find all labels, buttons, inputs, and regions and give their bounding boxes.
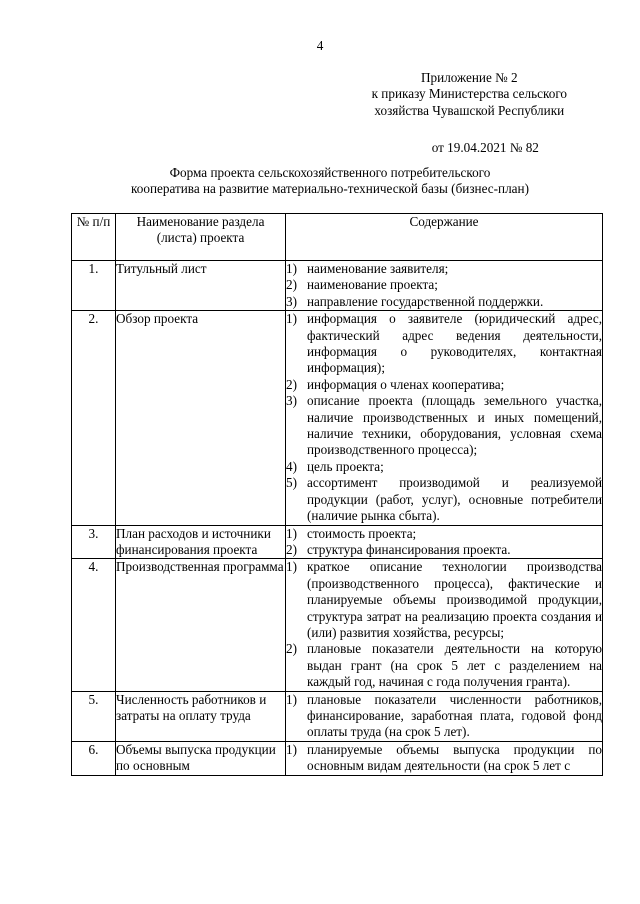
list-item [286, 641, 602, 690]
list-item [286, 311, 602, 377]
row-number: 4. [72, 559, 116, 691]
section-name: Титульный лист [116, 261, 286, 311]
list-item-marker: 2) [286, 277, 297, 293]
table-row [72, 525, 603, 559]
list-item [286, 559, 602, 641]
list-item-marker: 1) [286, 741, 297, 757]
appendix-line-1: Приложение № 2 [421, 70, 518, 85]
table-header-row [72, 214, 603, 261]
content-list [286, 742, 602, 775]
list-item-marker: 4) [286, 458, 297, 474]
table-row [72, 559, 603, 691]
list-item-marker: 5) [286, 475, 297, 491]
list-item [286, 475, 602, 524]
list-item-marker: 1) [286, 261, 297, 276]
appendix-line-2: к приказу Министерства сельского [371, 86, 567, 102]
list-item-text: цель проекта; [307, 458, 384, 474]
section-content [286, 559, 603, 691]
list-item [286, 542, 602, 558]
section-content [286, 311, 603, 525]
list-item-marker: 3) [286, 393, 297, 409]
section-content [286, 741, 603, 775]
list-item-marker: 2) [286, 376, 297, 392]
table-row [72, 691, 603, 741]
list-item-text: наименование проекта; [307, 277, 438, 293]
list-item-text: наименование заявителя; [307, 261, 449, 276]
table-row [72, 311, 603, 525]
list-item [286, 526, 602, 542]
list-item-marker: 1) [286, 311, 297, 327]
list-item-text: плановые показатели деятельности на которую выдан грант (на срок 5 лет с разделением на каждый год, начиная с года получения гранта). [307, 641, 602, 690]
section-name: Объемы выпуска продукции по основным [116, 741, 286, 775]
list-item-text: информация о заявителе (юридический адрес, фактический адрес ведения деятельности, информация о руководителях, контактная информация); [307, 311, 602, 376]
row-number: 6. [72, 741, 116, 775]
list-item-marker: 3) [286, 293, 297, 309]
list-item-text: краткое описание технологии производства (производственного процесса), фактические и планируемые объемы производимой продукции, структура затрат на реализацию проекта создания и (или) развития хозяйства, ресурсы; [307, 559, 602, 640]
page-number: 4 [316, 38, 324, 53]
form-title-line-2: кооператива на развитие материально-технической базы (бизнес-план) [131, 181, 529, 197]
form-title [110, 165, 550, 198]
list-item [286, 742, 602, 775]
content-list [286, 559, 602, 690]
list-item-marker: 1) [286, 525, 297, 541]
appendix-line-3: хозяйства Чувашской Республики [374, 102, 565, 118]
list-item-text: стоимость проекта; [307, 525, 417, 541]
section-name: Обзор проекта [116, 311, 286, 525]
list-item-marker: 2) [286, 641, 297, 657]
header-content: Содержание [286, 214, 603, 261]
list-item-text: структура финансирования проекта. [307, 541, 511, 557]
content-list [286, 692, 602, 741]
list-item-text: описание проекта (площадь земельного участка, наличие производственных и иных помещений, наличие техники, оборудования, условная схема производственного процесса); [307, 393, 602, 458]
list-item-text: плановые показатели численности работников, финансирование, заработная плата, годовой фонд оплаты труда (на срок 5 лет). [307, 691, 602, 740]
list-item [286, 377, 602, 393]
list-item-text: направление государственной поддержки. [307, 293, 544, 309]
list-item-marker: 1) [286, 691, 297, 707]
table-row [72, 741, 603, 775]
content-list [286, 311, 602, 524]
row-number: 3. [72, 525, 116, 559]
list-item [286, 393, 602, 459]
form-title-line-1: Форма проекта сельскохозяйственного потребительского [169, 165, 491, 180]
header-name: Наименование раздела (листа) проекта [116, 214, 286, 261]
section-content [286, 261, 603, 311]
section-content [286, 525, 603, 559]
list-item-text: планируемые объемы выпуска продукции по основным видам деятельности (на срок 5 лет с [307, 741, 602, 774]
list-item-text: ассортимент производимой и реализуемой продукции (работ, услуг), основные потребители (наличие рынка сбыта). [307, 475, 602, 524]
row-number: 2. [72, 311, 116, 525]
row-number: 5. [72, 691, 116, 741]
list-item-text: информация о членах кооператива; [307, 376, 505, 392]
section-name: План расходов и источники финансирования проекта [116, 525, 286, 559]
list-item [286, 261, 602, 277]
appendix-date: от 19.04.2021 № 82 [431, 140, 539, 156]
list-item [286, 692, 602, 741]
list-item [286, 294, 602, 310]
list-item-marker: 1) [286, 559, 297, 575]
list-item-marker: 2) [286, 541, 297, 557]
list-item [286, 459, 602, 475]
row-number: 1. [72, 261, 116, 311]
business-plan-table [71, 213, 603, 776]
section-name: Численность работников и затраты на оплату труда [116, 691, 286, 741]
list-item [286, 277, 602, 293]
content-list [286, 261, 602, 310]
appendix-header [372, 70, 567, 157]
table-row [72, 261, 603, 311]
section-content [286, 691, 603, 741]
content-list [286, 526, 602, 559]
header-num: № п/п [72, 214, 116, 261]
section-name: Производственная программа [116, 559, 286, 691]
